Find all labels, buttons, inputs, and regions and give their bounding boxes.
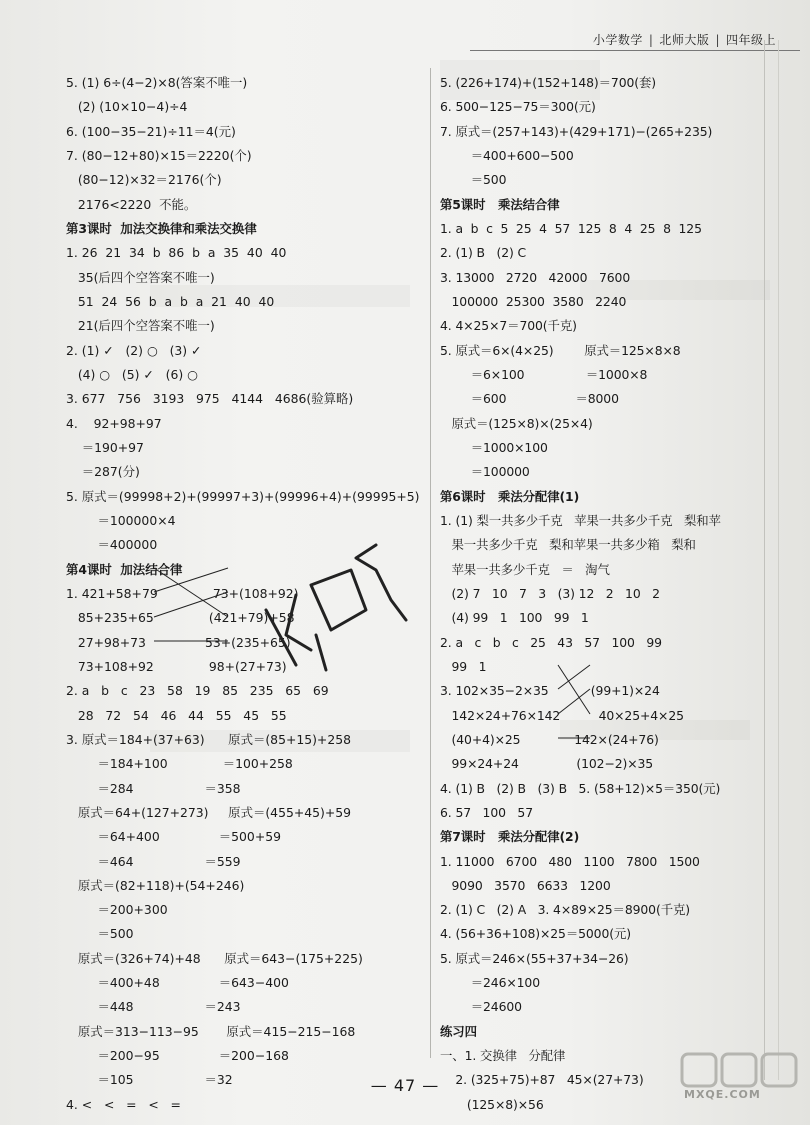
left-column-line: 6. (100−35−21)÷11＝4(元): [66, 123, 236, 139]
left-column-line: 3. 677 756 3193 975 4144 4686(验算略): [66, 391, 354, 407]
left-column-line: 4. < < = < =: [66, 1096, 181, 1112]
right-column-line: ＝1000×100: [440, 439, 548, 455]
right-column-line: ＝100000: [440, 464, 530, 480]
right-column-line: ＝400+600−500: [440, 147, 574, 163]
left-column-line: (80−12)×32＝2176(个): [66, 172, 222, 188]
left-column-line: 35(后四个空答案不唯一): [66, 269, 215, 285]
right-column-line: 4. (56+36+108)×25＝5000(元): [440, 926, 632, 942]
left-column-line: 21(后四个空答案不唯一): [66, 318, 215, 334]
right-column-line: 5. 原式＝6×(4×25) 原式＝125×8×8: [440, 342, 681, 358]
right-column-line: 一、1. 交换律 分配律: [440, 1048, 566, 1064]
right-column-line: 4. (1) B (2) B (3) B 5. (58+12)×5＝350(元): [440, 780, 721, 796]
right-column-line: 7. 原式＝(257+143)+(429+171)−(265+235): [440, 123, 713, 139]
header-edition: 北师大版: [659, 33, 710, 47]
left-column-line: 28 72 54 46 44 55 45 55: [66, 707, 287, 723]
left-column-line: 第4课时 加法结合律: [66, 561, 183, 577]
right-column-line: 3. 13000 2720 42000 7600: [440, 269, 631, 285]
handwritten-stamp: [256, 540, 426, 680]
left-column-line: 第3课时 加法交换律和乘法交换律: [66, 220, 257, 236]
left-column-line: 3. 原式＝184+(37+63) 原式＝(85+15)+258: [66, 731, 351, 747]
left-column-line: 5. 原式＝(99998+2)+(99997+3)+(99996+4)+(99995+5): [66, 488, 420, 504]
right-column-line: ＝6×100 ＝1000×8: [440, 366, 648, 382]
left-column-line: 原式＝(82+118)+(54+246): [66, 877, 245, 893]
left-column-line: ＝100000×4: [66, 512, 176, 528]
left-column-line: ＝184+100 ＝100+258: [66, 756, 293, 772]
left-column-line: ＝464 ＝559: [66, 853, 241, 869]
right-column-line: ＝500: [440, 172, 507, 188]
page-number: — 47 —: [370, 1076, 440, 1095]
left-column-line: ＝105 ＝32: [66, 1072, 233, 1088]
right-column-line: 第7课时 乘法分配律(2): [440, 829, 580, 845]
left-column-line: 5. (1) 6÷(4−2)×8(答案不唯一): [66, 75, 248, 90]
left-column-line: 73+108+92 98+(27+73): [66, 658, 287, 674]
left-column-line: 1. 26 21 34 b 86 b a 35 40 40: [66, 245, 287, 261]
right-column-line: 99×24+24 (102−2)×35: [440, 756, 654, 772]
left-column-line: ＝64+400 ＝500+59: [66, 829, 281, 845]
right-column-line: 2. (1) C (2) A 3. 4×89×25＝8900(千克): [440, 902, 691, 918]
left-column-line: 原式＝(326+74)+48 原式＝643−(175+225): [66, 950, 363, 966]
right-column-line: 1. a b c 5 25 4 57 125 8 4 25 8 125: [440, 220, 702, 236]
right-column-line: 142×24+76×142 40×25+4×25: [440, 707, 684, 723]
right-column-line: 苹果一共多少千克 ＝ 淘气: [440, 561, 610, 577]
header-rule: [470, 50, 800, 51]
margin-rule-2: [778, 40, 779, 1080]
left-column-line: ＝190+97: [66, 439, 144, 455]
right-column-line: (40+4)×25 142×(24+76): [440, 731, 659, 747]
left-column-line: 4. 92+98+97: [66, 415, 162, 431]
left-column-line: 2. a b c 23 58 19 85 235 65 69: [66, 683, 329, 699]
right-column-line: 5. 原式＝246×(55+37+34−26): [440, 950, 629, 966]
right-column-line: 练习四: [440, 1023, 477, 1039]
right-column-line: 6. 57 100 57: [440, 804, 533, 820]
right-column-line: 2. (325+75)+87 45×(27+73): [440, 1072, 644, 1088]
right-column-line: 果一共多少千克 梨和苹果一共多少箱 梨和: [440, 537, 696, 553]
right-column-line: 5. (226+174)+(152+148)＝700(套): [440, 75, 657, 90]
left-column-line: ＝287(分): [66, 464, 140, 480]
right-column: [440, 71, 765, 1117]
watermark-text: MXQE.COM: [684, 1088, 761, 1101]
right-column-line: 第5课时 乘法结合律: [440, 196, 560, 212]
left-column-line: 2176<2220 不能。: [66, 196, 197, 212]
watermark-logo-icon: [680, 1050, 800, 1090]
left-column-line: 7. (80−12+80)×15＝2220(个): [66, 147, 252, 163]
left-column-line: ＝500: [66, 926, 134, 942]
left-column-line: ＝284 ＝358: [66, 780, 241, 796]
left-column-line: ＝400000: [66, 537, 158, 553]
right-column-line: 3. 102×35−2×35 (99+1)×24: [440, 683, 660, 699]
right-column-line: 2. (1) B (2) C: [440, 245, 527, 261]
right-column-line: ＝600 ＝8000: [440, 391, 619, 407]
left-column-line: ＝448 ＝243: [66, 999, 241, 1015]
right-column-line: (2) 7 10 7 3 (3) 12 2 10 2: [440, 585, 660, 601]
right-column-line: 1. 11000 6700 480 1100 7800 1500: [440, 853, 700, 869]
right-column-line: 4. 4×25×7＝700(千克): [440, 318, 577, 334]
right-column-line: 2. a c b c 25 43 57 100 99: [440, 634, 662, 650]
right-column-line: (4) 99 1 100 99 1: [440, 610, 589, 626]
right-column-line: 1. (1) 梨一共多少千克 苹果一共多少千克 梨和苹: [440, 512, 721, 528]
header-subject: 小学数学: [592, 33, 643, 47]
left-column-line: ＝200+300: [66, 902, 168, 918]
left-column-line: 27+98+73 53+(235+65): [66, 634, 291, 650]
left-column-line: ＝200−95 ＝200−168: [66, 1048, 289, 1064]
right-column-line: (125×8)×56: [440, 1096, 544, 1112]
right-column-line: ＝246×100: [440, 975, 540, 991]
right-column-line: 99 1: [440, 658, 487, 674]
left-column-line: 2. (1) ✓ (2) ○ (3) ✓: [66, 342, 202, 358]
left-column-line: (2) (10×10−4)÷4: [66, 99, 188, 115]
right-column-line: 100000 25300 3580 2240: [440, 293, 627, 309]
right-column-line: 9090 3570 6633 1200: [440, 877, 611, 893]
running-header: 小学数学 | 北师大版 | 四年级上: [592, 33, 776, 47]
right-column-line: 原式＝(125×8)×(25×4): [440, 415, 593, 431]
right-column-line: 第6课时 乘法分配律(1): [440, 488, 580, 504]
left-column-line: 1. 421+58+79 73+(108+92): [66, 585, 299, 601]
column-divider: [430, 68, 431, 1058]
left-column-line: 51 24 56 b a b a 21 40 40: [66, 293, 275, 309]
left-column-line: 85+235+65 (421+79)+58: [66, 610, 295, 626]
right-column-line: 6. 500−125−75＝300(元): [440, 99, 596, 115]
left-column-line: (4) ○ (5) ✓ (6) ○: [66, 366, 198, 382]
header-grade: 四年级上: [725, 33, 776, 47]
left-column-line: 原式＝313−113−95 原式＝415−215−168: [66, 1023, 356, 1039]
right-column-line: ＝24600: [440, 999, 522, 1015]
left-column-line: 原式＝64+(127+273) 原式＝(455+45)+59: [66, 804, 351, 820]
left-column-line: ＝400+48 ＝643−400: [66, 975, 289, 991]
